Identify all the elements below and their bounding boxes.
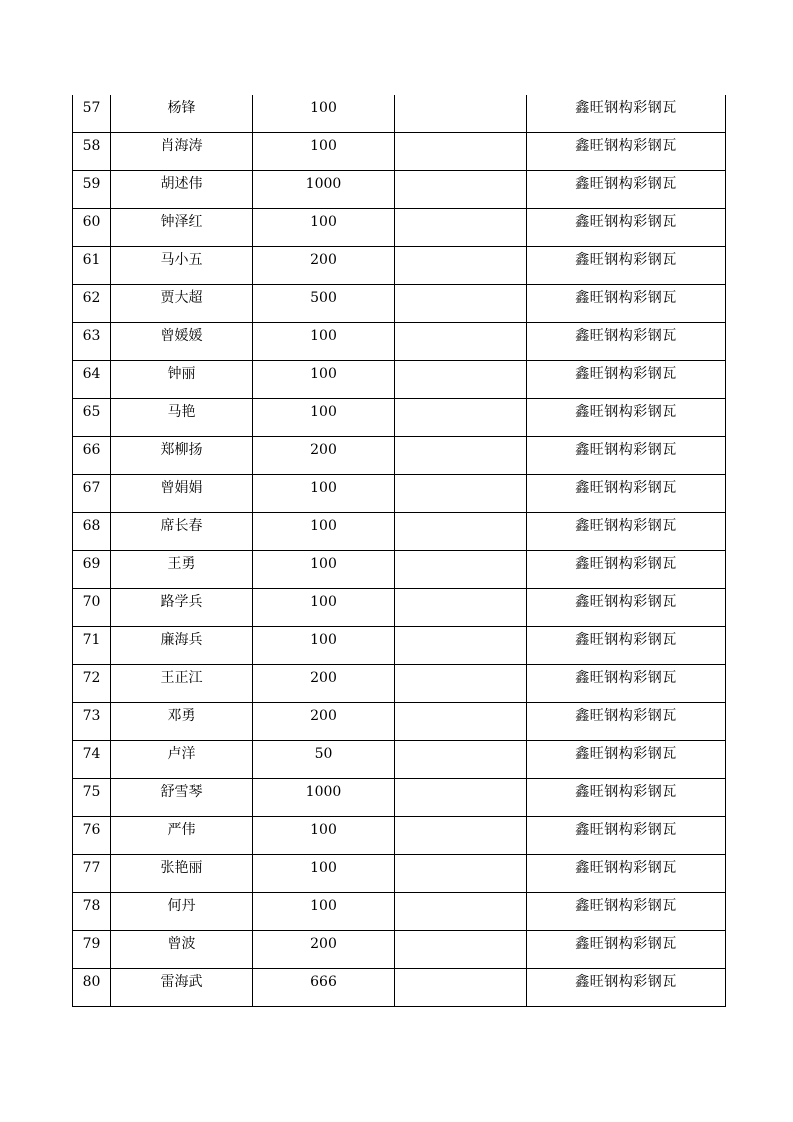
row-number-cell-text: 66 (82, 442, 101, 458)
blank-cell-text (395, 247, 526, 252)
company-cell-text: 鑫旺钢构彩钢瓦 (575, 632, 677, 648)
blank-cell-text (395, 703, 526, 708)
donor-name-cell (111, 361, 253, 399)
row-number-cell-text: 65 (82, 404, 101, 420)
amount-cell (253, 817, 395, 855)
blank-cell-text (395, 893, 526, 898)
amount-cell (253, 209, 395, 247)
company-cell-text: 鑫旺钢构彩钢瓦 (575, 822, 677, 838)
donor-name-cell-text: 张艳丽 (160, 860, 203, 876)
company-cell (527, 741, 726, 779)
company-cell (527, 513, 726, 551)
table-row (73, 437, 726, 475)
amount-cell (253, 703, 395, 741)
company-cell-text: 鑫旺钢构彩钢瓦 (575, 366, 677, 382)
company-cell-text: 鑫旺钢构彩钢瓦 (575, 328, 677, 344)
donor-name-cell (111, 589, 253, 627)
amount-cell-text: 200 (310, 670, 337, 686)
blank-cell-text (395, 779, 526, 784)
donor-name-cell (111, 437, 253, 475)
table-row (73, 589, 726, 627)
blank-cell (395, 399, 527, 437)
blank-cell-text (395, 665, 526, 670)
donor-name-cell (111, 893, 253, 931)
amount-cell (253, 855, 395, 893)
row-number-cell (73, 931, 111, 969)
blank-cell-text (395, 133, 526, 138)
row-number-cell (73, 361, 111, 399)
amount-cell (253, 931, 395, 969)
company-cell (527, 285, 726, 323)
row-number-cell (73, 589, 111, 627)
blank-cell-text (395, 855, 526, 860)
table-row (73, 133, 726, 171)
amount-cell (253, 589, 395, 627)
amount-cell-text: 1000 (305, 784, 342, 800)
donor-name-cell-text: 卢洋 (167, 746, 196, 762)
blank-cell-text (395, 209, 526, 214)
amount-cell-text: 200 (310, 252, 337, 268)
donor-name-cell-text: 钟泽红 (160, 214, 203, 230)
company-cell-text: 鑫旺钢构彩钢瓦 (575, 860, 677, 876)
company-cell (527, 247, 726, 285)
donor-name-cell-text: 钟丽 (167, 366, 196, 382)
blank-cell (395, 171, 527, 209)
amount-cell-text: 200 (310, 936, 337, 952)
company-cell (527, 437, 726, 475)
company-cell (527, 209, 726, 247)
blank-cell-text (395, 817, 526, 822)
donation-table (72, 95, 726, 1007)
amount-cell-text: 100 (310, 518, 337, 534)
blank-cell (395, 589, 527, 627)
amount-cell-text: 100 (310, 214, 337, 230)
donor-name-cell (111, 133, 253, 171)
amount-cell-text: 100 (310, 594, 337, 610)
row-number-cell-text: 58 (82, 138, 101, 154)
row-number-cell (73, 779, 111, 817)
blank-cell-text (395, 361, 526, 366)
amount-cell (253, 551, 395, 589)
donor-name-cell (111, 475, 253, 513)
row-number-cell-text: 77 (82, 860, 101, 876)
table-row (73, 817, 726, 855)
company-cell-text: 鑫旺钢构彩钢瓦 (575, 936, 677, 952)
row-number-cell-text: 80 (82, 974, 101, 990)
donor-name-cell (111, 247, 253, 285)
company-cell (527, 323, 726, 361)
blank-cell-text (395, 741, 526, 746)
donor-name-cell-text: 严伟 (167, 822, 196, 838)
amount-cell-text: 666 (310, 974, 337, 990)
amount-cell (253, 95, 395, 133)
blank-cell (395, 969, 527, 1007)
company-cell (527, 817, 726, 855)
amount-cell-text: 100 (310, 632, 337, 648)
donor-name-cell-text: 肖海涛 (160, 138, 203, 154)
row-number-cell-text: 69 (82, 556, 101, 572)
row-number-cell (73, 399, 111, 437)
company-cell (527, 589, 726, 627)
row-number-cell (73, 551, 111, 589)
amount-cell (253, 627, 395, 665)
blank-cell (395, 741, 527, 779)
company-cell (527, 627, 726, 665)
blank-cell-text (395, 399, 526, 404)
company-cell-text: 鑫旺钢构彩钢瓦 (575, 746, 677, 762)
amount-cell (253, 893, 395, 931)
row-number-cell-text: 76 (82, 822, 101, 838)
amount-cell (253, 665, 395, 703)
amount-cell (253, 437, 395, 475)
donor-name-cell (111, 95, 253, 133)
amount-cell (253, 361, 395, 399)
blank-cell-text (395, 285, 526, 290)
row-number-cell (73, 969, 111, 1007)
row-number-cell-text: 64 (82, 366, 101, 382)
company-cell-text: 鑫旺钢构彩钢瓦 (575, 594, 677, 610)
donor-name-cell-text: 雷海武 (160, 974, 203, 990)
blank-cell (395, 361, 527, 399)
blank-cell (395, 817, 527, 855)
donor-name-cell-text: 何丹 (167, 898, 196, 914)
blank-cell-text (395, 475, 526, 480)
blank-cell (395, 893, 527, 931)
row-number-cell-text: 57 (82, 100, 101, 116)
donor-name-cell (111, 285, 253, 323)
amount-cell-text: 100 (310, 138, 337, 154)
blank-cell (395, 247, 527, 285)
donor-name-cell-text: 曾波 (167, 936, 196, 952)
donor-name-cell-text: 曾媛媛 (160, 328, 203, 344)
company-cell (527, 95, 726, 133)
donor-name-cell-text: 胡述伟 (160, 176, 203, 192)
row-number-cell (73, 247, 111, 285)
amount-cell-text: 100 (310, 480, 337, 496)
amount-cell-text: 100 (310, 328, 337, 344)
amount-cell (253, 171, 395, 209)
row-number-cell (73, 209, 111, 247)
blank-cell-text (395, 513, 526, 518)
donor-name-cell (111, 513, 253, 551)
row-number-cell (73, 475, 111, 513)
row-number-cell-text: 78 (82, 898, 101, 914)
row-number-cell-text: 62 (82, 290, 101, 306)
donor-name-cell-text: 曾娟娟 (160, 480, 203, 496)
donor-name-cell-text: 舒雪琴 (160, 784, 203, 800)
company-cell-text: 鑫旺钢构彩钢瓦 (575, 518, 677, 534)
company-cell-text: 鑫旺钢构彩钢瓦 (575, 442, 677, 458)
company-cell-text: 鑫旺钢构彩钢瓦 (575, 556, 677, 572)
donor-name-cell-text: 席长春 (160, 518, 203, 534)
blank-cell (395, 475, 527, 513)
donor-name-cell-text: 马小五 (160, 252, 203, 268)
blank-cell (395, 779, 527, 817)
row-number-cell (73, 703, 111, 741)
amount-cell (253, 513, 395, 551)
company-cell-text: 鑫旺钢构彩钢瓦 (575, 214, 677, 230)
donor-name-cell (111, 171, 253, 209)
company-cell (527, 779, 726, 817)
company-cell-text: 鑫旺钢构彩钢瓦 (575, 404, 677, 420)
row-number-cell (73, 817, 111, 855)
amount-cell-text: 100 (310, 898, 337, 914)
company-cell (527, 969, 726, 1007)
table-row (73, 513, 726, 551)
row-number-cell-text: 74 (82, 746, 101, 762)
row-number-cell-text: 67 (82, 480, 101, 496)
amount-cell (253, 779, 395, 817)
blank-cell (395, 513, 527, 551)
donor-name-cell (111, 741, 253, 779)
amount-cell (253, 969, 395, 1007)
row-number-cell-text: 73 (82, 708, 101, 724)
row-number-cell-text: 59 (82, 176, 101, 192)
row-number-cell (73, 741, 111, 779)
donor-name-cell-text: 路学兵 (160, 594, 203, 610)
row-number-cell-text: 79 (82, 936, 101, 952)
blank-cell-text (395, 95, 526, 100)
table-row (73, 475, 726, 513)
row-number-cell-text: 63 (82, 328, 101, 344)
table-row (73, 171, 726, 209)
table-row (73, 893, 726, 931)
row-number-cell (73, 627, 111, 665)
row-number-cell-text: 71 (82, 632, 101, 648)
blank-cell (395, 133, 527, 171)
donor-name-cell-text: 郑柳扬 (160, 442, 203, 458)
donor-name-cell (111, 627, 253, 665)
donor-name-cell (111, 779, 253, 817)
donor-name-cell (111, 665, 253, 703)
company-cell-text: 鑫旺钢构彩钢瓦 (575, 138, 677, 154)
blank-cell (395, 285, 527, 323)
amount-cell (253, 475, 395, 513)
company-cell-text: 鑫旺钢构彩钢瓦 (575, 708, 677, 724)
blank-cell-text (395, 323, 526, 328)
row-number-cell (73, 323, 111, 361)
company-cell (527, 475, 726, 513)
blank-cell-text (395, 589, 526, 594)
row-number-cell-text: 68 (82, 518, 101, 534)
donor-name-cell (111, 323, 253, 361)
table-row (73, 703, 726, 741)
company-cell-text: 鑫旺钢构彩钢瓦 (575, 100, 677, 116)
company-cell (527, 665, 726, 703)
donor-name-cell (111, 969, 253, 1007)
donor-name-cell (111, 931, 253, 969)
donor-name-cell (111, 399, 253, 437)
blank-cell-text (395, 627, 526, 632)
company-cell (527, 399, 726, 437)
row-number-cell (73, 437, 111, 475)
donor-name-cell-text: 马艳 (167, 404, 196, 420)
blank-cell-text (395, 437, 526, 442)
donor-name-cell-text: 杨锋 (167, 100, 196, 116)
blank-cell-text (395, 969, 526, 974)
table-row (73, 323, 726, 361)
amount-cell-text: 100 (310, 100, 337, 116)
amount-cell (253, 741, 395, 779)
blank-cell (395, 323, 527, 361)
blank-cell-text (395, 171, 526, 176)
table-row (73, 627, 726, 665)
blank-cell (395, 95, 527, 133)
donor-name-cell (111, 817, 253, 855)
amount-cell-text: 100 (310, 822, 337, 838)
donor-name-cell-text: 王正江 (160, 670, 203, 686)
amount-cell-text: 100 (310, 366, 337, 382)
table-row (73, 285, 726, 323)
table-row (73, 361, 726, 399)
blank-cell (395, 931, 527, 969)
company-cell-text: 鑫旺钢构彩钢瓦 (575, 974, 677, 990)
company-cell (527, 171, 726, 209)
blank-cell (395, 665, 527, 703)
row-number-cell (73, 893, 111, 931)
table-row (73, 551, 726, 589)
company-cell (527, 703, 726, 741)
donor-name-cell-text: 贾大超 (160, 290, 203, 306)
company-cell (527, 855, 726, 893)
company-cell-text: 鑫旺钢构彩钢瓦 (575, 290, 677, 306)
blank-cell (395, 855, 527, 893)
blank-cell-text (395, 931, 526, 936)
blank-cell (395, 551, 527, 589)
amount-cell (253, 285, 395, 323)
amount-cell-text: 1000 (305, 176, 342, 192)
donor-name-cell (111, 209, 253, 247)
blank-cell (395, 703, 527, 741)
company-cell (527, 931, 726, 969)
company-cell-text: 鑫旺钢构彩钢瓦 (575, 784, 677, 800)
donor-name-cell (111, 551, 253, 589)
blank-cell (395, 209, 527, 247)
amount-cell-text: 100 (310, 860, 337, 876)
table-body (73, 95, 726, 1007)
company-cell-text: 鑫旺钢构彩钢瓦 (575, 670, 677, 686)
row-number-cell (73, 133, 111, 171)
table-row (73, 931, 726, 969)
company-cell-text: 鑫旺钢构彩钢瓦 (575, 176, 677, 192)
table-row (73, 209, 726, 247)
row-number-cell-text: 70 (82, 594, 101, 610)
amount-cell (253, 133, 395, 171)
row-number-cell-text: 60 (82, 214, 101, 230)
table-row (73, 399, 726, 437)
donor-name-cell-text: 邓勇 (167, 708, 196, 724)
donation-table-container (72, 95, 725, 1007)
amount-cell (253, 247, 395, 285)
amount-cell (253, 323, 395, 361)
table-row (73, 779, 726, 817)
company-cell (527, 551, 726, 589)
table-row (73, 741, 726, 779)
company-cell-text: 鑫旺钢构彩钢瓦 (575, 252, 677, 268)
table-row (73, 95, 726, 133)
row-number-cell (73, 171, 111, 209)
amount-cell-text: 200 (310, 708, 337, 724)
company-cell (527, 893, 726, 931)
blank-cell (395, 627, 527, 665)
amount-cell (253, 399, 395, 437)
company-cell (527, 361, 726, 399)
row-number-cell-text: 61 (82, 252, 101, 268)
donor-name-cell-text: 廉海兵 (160, 632, 203, 648)
company-cell-text: 鑫旺钢构彩钢瓦 (575, 480, 677, 496)
row-number-cell (73, 285, 111, 323)
blank-cell-text (395, 551, 526, 556)
row-number-cell (73, 665, 111, 703)
row-number-cell (73, 513, 111, 551)
donor-name-cell (111, 703, 253, 741)
donor-name-cell-text: 王勇 (167, 556, 196, 572)
row-number-cell-text: 75 (82, 784, 101, 800)
amount-cell-text: 100 (310, 404, 337, 420)
table-row (73, 855, 726, 893)
table-row (73, 969, 726, 1007)
company-cell (527, 133, 726, 171)
row-number-cell-text: 72 (82, 670, 101, 686)
row-number-cell (73, 95, 111, 133)
amount-cell-text: 200 (310, 442, 337, 458)
amount-cell-text: 100 (310, 556, 337, 572)
blank-cell (395, 437, 527, 475)
table-row (73, 247, 726, 285)
company-cell-text: 鑫旺钢构彩钢瓦 (575, 898, 677, 914)
table-row (73, 665, 726, 703)
donor-name-cell (111, 855, 253, 893)
row-number-cell (73, 855, 111, 893)
amount-cell-text: 500 (310, 290, 337, 306)
amount-cell-text: 50 (314, 746, 333, 762)
